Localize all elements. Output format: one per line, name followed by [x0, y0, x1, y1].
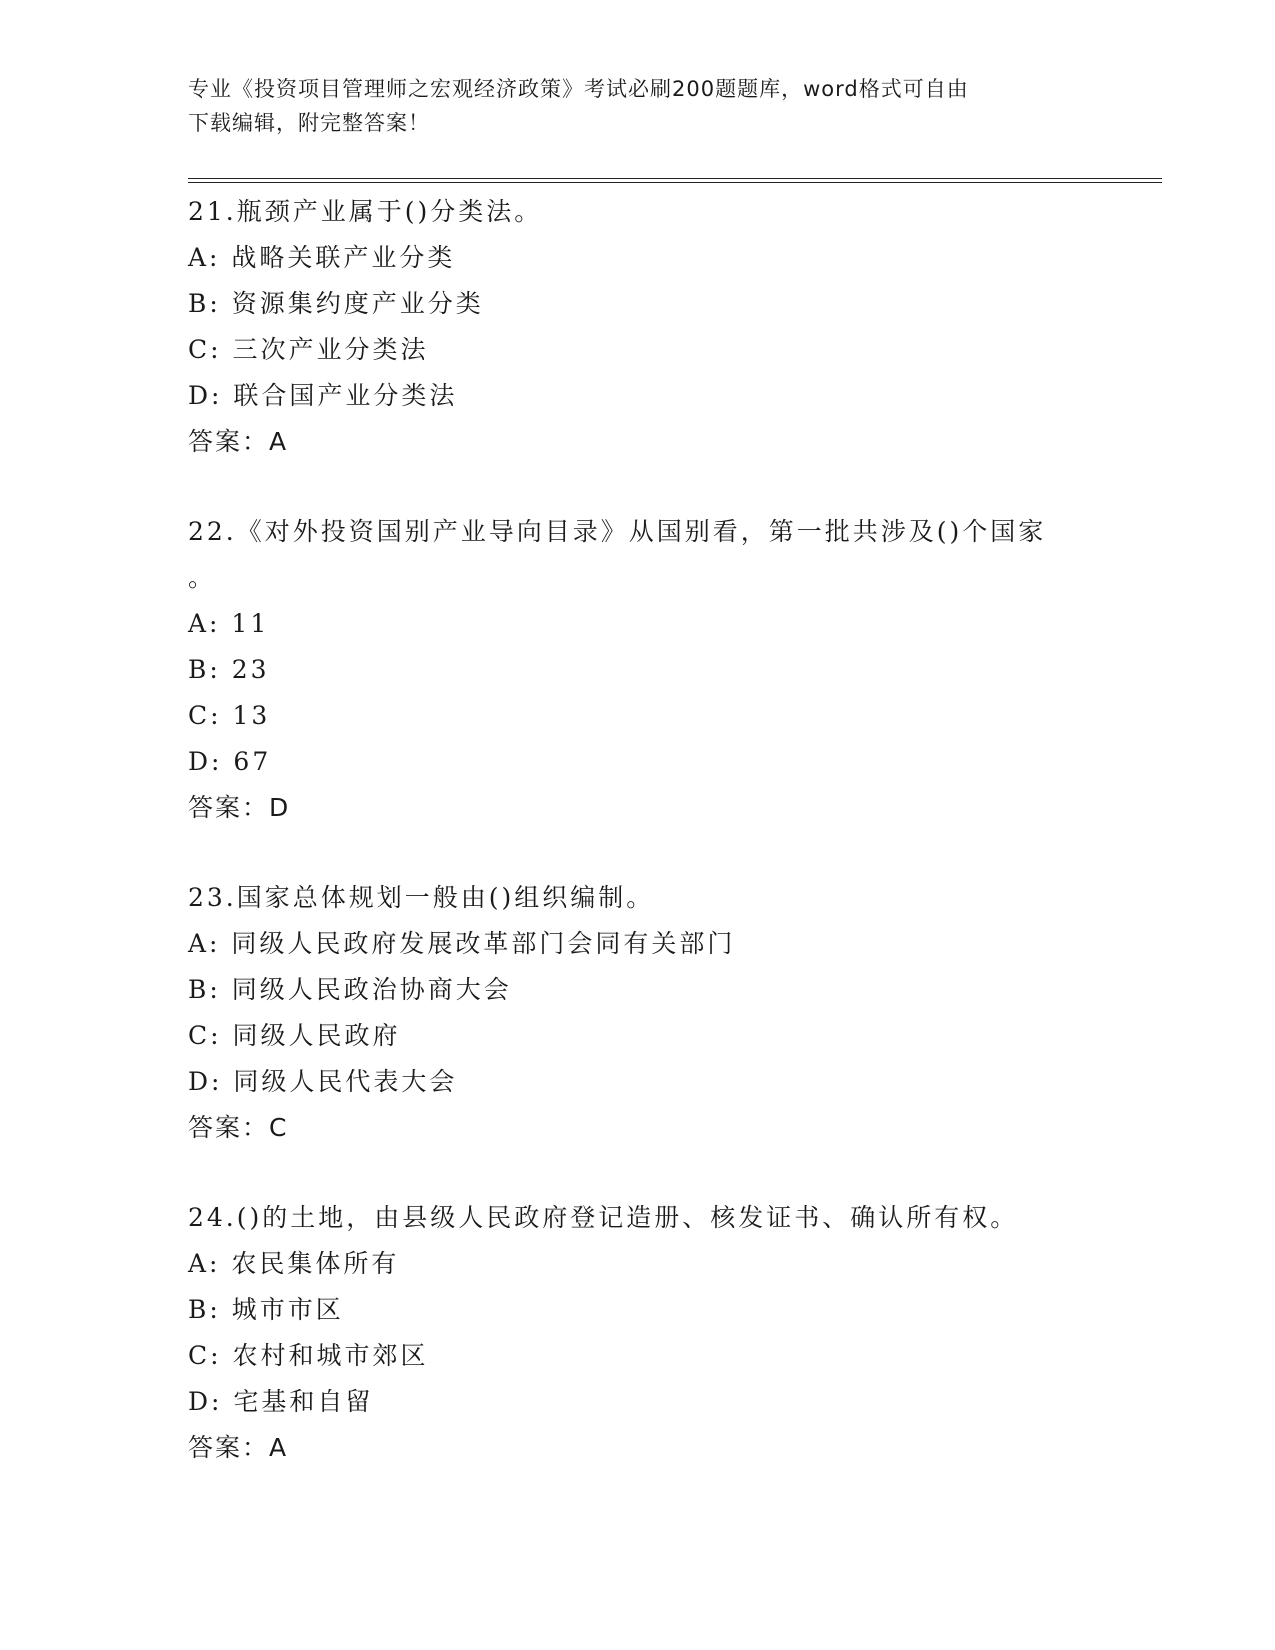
- question-23: [188, 875, 1148, 1151]
- option-a: A: 战略关联产业分类: [188, 243, 456, 272]
- option-b: B: 23: [188, 655, 270, 684]
- option-d: D: 67: [188, 747, 272, 776]
- answer-line: 答案：A: [188, 427, 289, 456]
- question-stem: 21.瓶颈产业属于()分类法。: [188, 197, 543, 226]
- answer-line: 答案：C: [188, 1113, 289, 1142]
- question-stem: 22.《对外投资国别产业导向目录》从国别看，第一批共涉及()个国家: [188, 517, 1047, 546]
- question-spacer: [188, 465, 1148, 509]
- question-spacer: [188, 831, 1148, 875]
- answer-line: 答案：D: [188, 793, 291, 822]
- option-b: B: 同级人民政治协商大会: [188, 975, 512, 1004]
- header-line-1: 专业《投资项目管理师之宏观经济政策》考试必刷200题题库，word格式可自由: [188, 77, 969, 101]
- option-c: C: 13: [188, 701, 271, 730]
- option-c: C: 三次产业分类法: [188, 335, 429, 364]
- question-list: [188, 189, 1148, 1471]
- question-stem-continuation: 。: [188, 563, 217, 592]
- header-divider-bottom: [188, 182, 1162, 183]
- question-stem: 24.()的土地，由县级人民政府登记造册、核发证书、确认所有权。: [188, 1203, 1019, 1232]
- header-line-2: 下载编辑，附完整答案！: [188, 111, 430, 135]
- option-c: C: 农村和城市郊区: [188, 1341, 429, 1370]
- option-d: D: 同级人民代表大会: [188, 1067, 458, 1096]
- option-a: A: 农民集体所有: [188, 1249, 400, 1278]
- option-c: C: 同级人民政府: [188, 1021, 401, 1050]
- answer-line: 答案：A: [188, 1433, 289, 1462]
- option-b: B: 资源集约度产业分类: [188, 289, 484, 318]
- question-21: [188, 189, 1148, 465]
- question-stem: 23.国家总体规划一般由()组织编制。: [188, 883, 655, 912]
- header-divider-top: [188, 178, 1162, 179]
- question-24: [188, 1195, 1148, 1471]
- question-spacer: [188, 1151, 1148, 1195]
- option-d: D: 联合国产业分类法: [188, 381, 458, 410]
- document-header: [188, 72, 1088, 140]
- option-a: A: 11: [188, 609, 270, 638]
- option-d: D: 宅基和自留: [188, 1387, 374, 1416]
- option-a: A: 同级人民政府发展改革部门会同有关部门: [188, 929, 736, 958]
- question-22: [188, 509, 1148, 831]
- option-b: B: 城市市区: [188, 1295, 344, 1324]
